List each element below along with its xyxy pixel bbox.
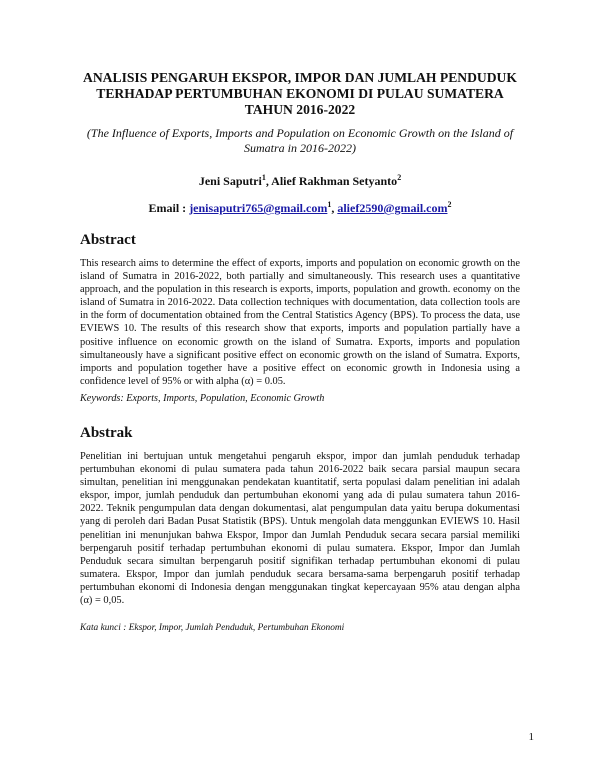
abstract-heading: Abstract	[80, 232, 136, 248]
email-1-link[interactable]: jenisaputri765@gmail.com	[189, 201, 328, 215]
english-subtitle: (The Influence of Exports, Imports and Population on Economic Growth on the Island of Sumatra in 2016-2022)	[86, 126, 514, 155]
email-line	[0, 201, 600, 215]
paper-title	[60, 70, 540, 118]
email-2-mark: 2	[447, 200, 452, 209]
title-line-3: TAHUN 2016-2022	[244, 102, 356, 117]
page-number: 1	[528, 731, 534, 743]
author-separator: ,	[265, 174, 272, 188]
email-1-mark: 1	[327, 200, 332, 209]
abstrak-keywords: Kata kunci : Ekspor, Impor, Jumlah Penduduk, Pertumbuhan Ekonomi	[80, 623, 345, 633]
author-2-name: Alief Rakhman Setyanto	[271, 174, 398, 188]
author-2-mark: 2	[397, 173, 402, 182]
title-line-2: TERHADAP PERTUMBUHAN EKONOMI DI PULAU SUMATERA	[96, 86, 504, 101]
title-line-1: ANALISIS PENGARUH EKSPOR, IMPOR DAN JUMLAH PENDUDUK	[83, 70, 517, 85]
email-label: Email :	[148, 201, 190, 215]
abstract-keywords: Keywords: Exports, Imports, Population, Economic Growth	[80, 393, 325, 404]
author-1-mark: 1	[261, 173, 266, 182]
email-2-link[interactable]: alief2590@gmail.com	[337, 201, 448, 215]
author-1-name: Jeni Saputri	[198, 174, 262, 188]
email-separator: ,	[331, 201, 338, 215]
abstrak-body: Penelitian ini bertujuan untuk mengetahui pengaruh ekspor, impor dan jumlah penduduk terhadap pertumbuhan ekonomi di pulau sumatera pada tahun 2016-2022 baik secara parsial maupun secara simultan, penelitian ini menggunakan pendekatan kuantitatif, serta populasi dalam penelitian ini adalah ekspor, impor, jumlah penduduk dan pertumbuhan ekonomi yang ada di pulau sumatera tahun 2016-2022. Teknik pengumpulan data dengan dokumentasi, alat pengumpulan data yaitu berupa dokumentasi yang di peroleh dari Badan Pusat Statistik (BPS). Untuk mengolah data menggunkan EVIEWS 10. Hasil penelitian ini menunjukan bahwa Ekspor, Impor dan Jumlah Penduduk secara secara parsial memiliki berpengaruh positif terhadap pertumbuhan ekonomi di pulau sumatera. Ekspor, Impor dan Jumlah Penduduk secara simultan berpengaruh positif signifikan terhadap pertumbuhan ekonomi di pulau sumatera. Ekspor, Impor dan jumlah penduduk secara bersama-sama berpengaruh positif terhadap pertumbuhan ekonomi di Indonesia dengan menggunakan tingkat kepercayaan 95% atau dengan alpha (α) = 0,05.	[80, 451, 520, 607]
abstract-body: This research aims to determine the effect of exports, imports and population on economic growth on the island of Sumatra in 2016-2022, both partially and simultaneously. This research uses a quantitative approach, and the population in this research is exports, imports, population and growth. economy on the island of Sumatra in 2016-2022. Data collection techniques with documentation, data collection tools are in the form of documentation obtained from the Central Statistics Agency (BPS). To process the data, use EVIEWS 10. The results of this research show that exports, imports and population partially have a positive influence on economic growth on the island of Sumatra. Exports, imports and population simultaneously have a significant positive effect on economic growth on the island of Sumatra. Exports, imports and population together have a positive effect on economic growth in Indonesia using a confidence level of 95% or with alpha (α) = 0.05.	[80, 258, 520, 387]
author-line	[0, 174, 600, 188]
abstrak-heading: Abstrak	[80, 425, 133, 441]
